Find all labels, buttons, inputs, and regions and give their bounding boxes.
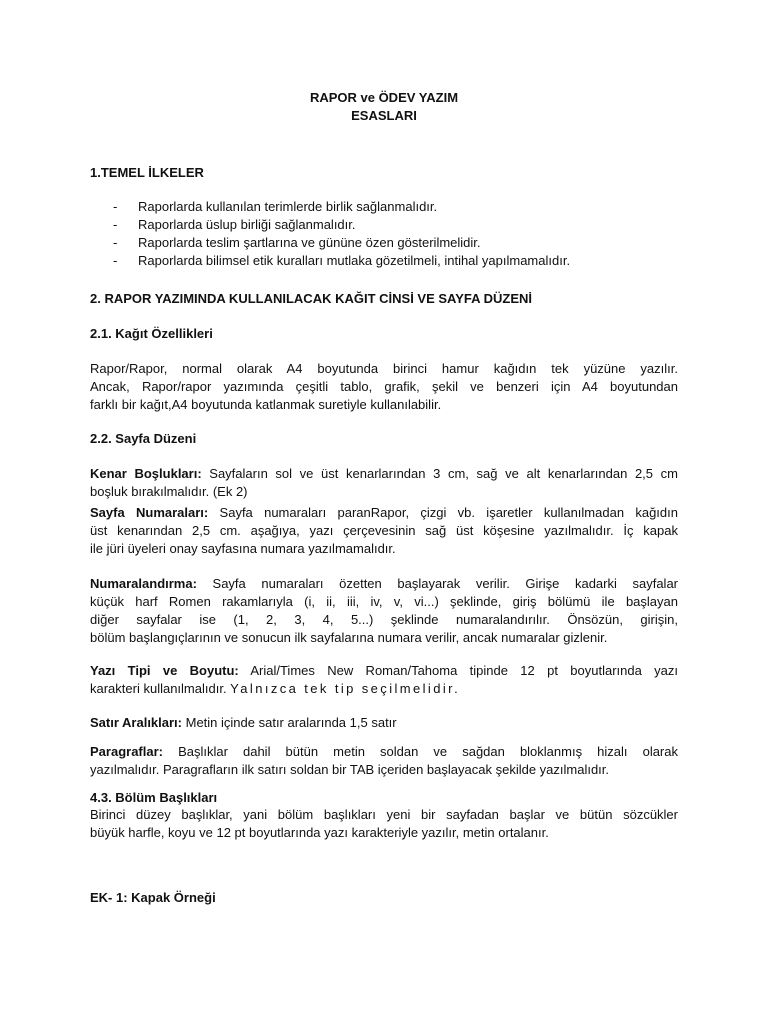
paragraph-line xyxy=(90,680,678,698)
paragraph-line: yazılmalıdır. Paragrafların ilk satırı soldan bir TAB içeriden başlayacak şekilde yazılmalıdır. xyxy=(90,762,610,777)
paragraf-text: Başlıklar dahil bütün metin soldan ve sağdan bloklanmış hizalı olarak xyxy=(162,744,678,759)
bullet-dash: - xyxy=(113,253,118,268)
ek1-heading: EK- 1: Kapak Örneği xyxy=(90,890,216,905)
paragraph-line xyxy=(90,575,678,593)
satir-label: Satır Aralıkları: xyxy=(90,715,183,730)
paragraph-line xyxy=(90,465,678,483)
satir-text: Metin içinde satır aralarında 1,5 satır xyxy=(182,715,397,730)
paragraph-line: boşluk bırakılmalıdır. (Ek 2) xyxy=(90,484,248,499)
paragraph-line xyxy=(90,662,678,680)
list-item xyxy=(113,216,570,234)
list-item xyxy=(113,252,570,270)
section4-3-paragraph xyxy=(90,806,678,842)
paragraph-line xyxy=(90,743,678,761)
document-title-line2: ESASLARI xyxy=(351,108,417,123)
paragraph-line xyxy=(90,504,678,522)
paragraph-line: diğer sayfalar ise (1, 2, 3, 4, 5...) şeklinde numaralandırılır. Önsözün, girişin, xyxy=(90,612,678,627)
yazi-tipi-text: karakteri kullanılmalıdır. xyxy=(90,681,231,696)
yazi-tipi-text: Arial/Times New Roman/Tahoma tipinde 12 pt boyutlarında yazı xyxy=(238,663,678,678)
section2-heading: 2. RAPOR YAZIMINDA KULLANILACAK KAĞIT CİNSİ VE SAYFA DÜZENİ xyxy=(90,291,533,306)
satir-araliklari-paragraph xyxy=(90,714,678,732)
paragraph-line: büyük harfle, koyu ve 12 pt boyutlarında yazı karakteriyle yazılır, metin ortalanır. xyxy=(90,825,549,840)
sayfa-num-text: Sayfa numaraları paranRapor, çizgi vb. işaretler kullanılmadan kağıdın xyxy=(208,505,678,520)
paragraph-line: üst kenarından 2,5 cm. aşağıya, yazı çerçevesinin sağ üst köşesine yazılmalıdır. İç kapak xyxy=(90,523,678,538)
bullet-text: Raporlarda teslim şartlarına ve gününe özen gösterilmelidir. xyxy=(138,235,481,250)
document-title-line1: RAPOR ve ÖDEV YAZIM xyxy=(309,90,459,105)
kenar-text: Sayfaların sol ve üst kenarlarından 3 cm, sağ ve alt kenarlarından 2,5 cm xyxy=(201,466,678,481)
paragraph-line: ile jüri üyeleri onay sayfasına numara yazılmamalıdır. xyxy=(90,541,396,556)
numara-label: Numaralandırma: xyxy=(90,576,197,591)
bullet-text: Raporlarda üslup birliği sağlanmalıdır. xyxy=(138,217,356,232)
section4-3-heading: 4.3. Bölüm Başlıkları xyxy=(90,790,218,805)
bullet-dash: - xyxy=(113,235,118,250)
yazi-tipi-label: Yazı Tipi ve Boyutu: xyxy=(90,663,239,678)
list-item xyxy=(113,198,570,216)
paragraph-line: farklı bir kağıt,A4 boyutunda katlanmak suretiyle kullanılabilir. xyxy=(90,397,442,412)
paragraph-line: Rapor/Rapor, normal olarak A4 boyutunda birinci hamur kağıdın tek yüzüne yazılır. xyxy=(90,361,678,376)
section1-bullet-list xyxy=(113,198,570,270)
bullet-text: Raporlarda bilimsel etik kuralları mutlaka gözetilmeli, intihal yapılmamalıdır. xyxy=(138,253,571,268)
bullet-dash: - xyxy=(113,199,118,214)
yazi-tipi-spaced-text: Yalnızca tek tip seçilmelidir. xyxy=(230,681,461,696)
paragraflar-paragraph xyxy=(90,743,678,779)
numaralandirma-paragraph xyxy=(90,575,678,647)
yazi-tipi-paragraph xyxy=(90,662,678,698)
bullet-text: Raporlarda kullanılan terimlerde birlik sağlanmalıdır. xyxy=(138,199,438,214)
paragraph-line xyxy=(90,714,678,732)
paragraph-line: bölüm başlangıçlarının ve sonucun ilk sayfalarına numara verilir, ancak numaralar gizlenir. xyxy=(90,630,608,645)
paragraf-label: Paragraflar: xyxy=(90,744,163,759)
section2-2-heading: 2.2. Sayfa Düzeni xyxy=(90,431,197,446)
paragraph-line: Birinci düzey başlıklar, yani bölüm başlıkları yeni bir sayfadan başlar ve bütün sözcükler xyxy=(90,807,678,822)
paragraph-line: Ancak, Rapor/rapor yazımında çeşitli tablo, grafik, şekil ve benzeri için A4 boyutundan xyxy=(90,379,678,394)
bullet-dash: - xyxy=(113,217,118,232)
paragraph-line: küçük harf Romen rakamlarıyla (i, ii, iii, iv, v, vi...) şeklinde, giriş bölümü ile başlayan xyxy=(90,594,678,609)
section1-heading: 1.TEMEL İLKELER xyxy=(90,165,204,180)
section2-1-paragraph xyxy=(90,360,678,414)
section2-1-heading: 2.1. Kağıt Özellikleri xyxy=(90,326,213,341)
numara-text: Sayfa numaraları özetten başlayarak verilir. Girişe kadarki sayfalar xyxy=(196,576,678,591)
list-item xyxy=(113,234,570,252)
kenar-label: Kenar Boşlukları: xyxy=(90,466,202,481)
sayfa-numaralari-paragraph xyxy=(90,504,678,558)
sayfa-num-label: Sayfa Numaraları: xyxy=(90,505,209,520)
kenar-bosluklari-paragraph xyxy=(90,465,678,501)
